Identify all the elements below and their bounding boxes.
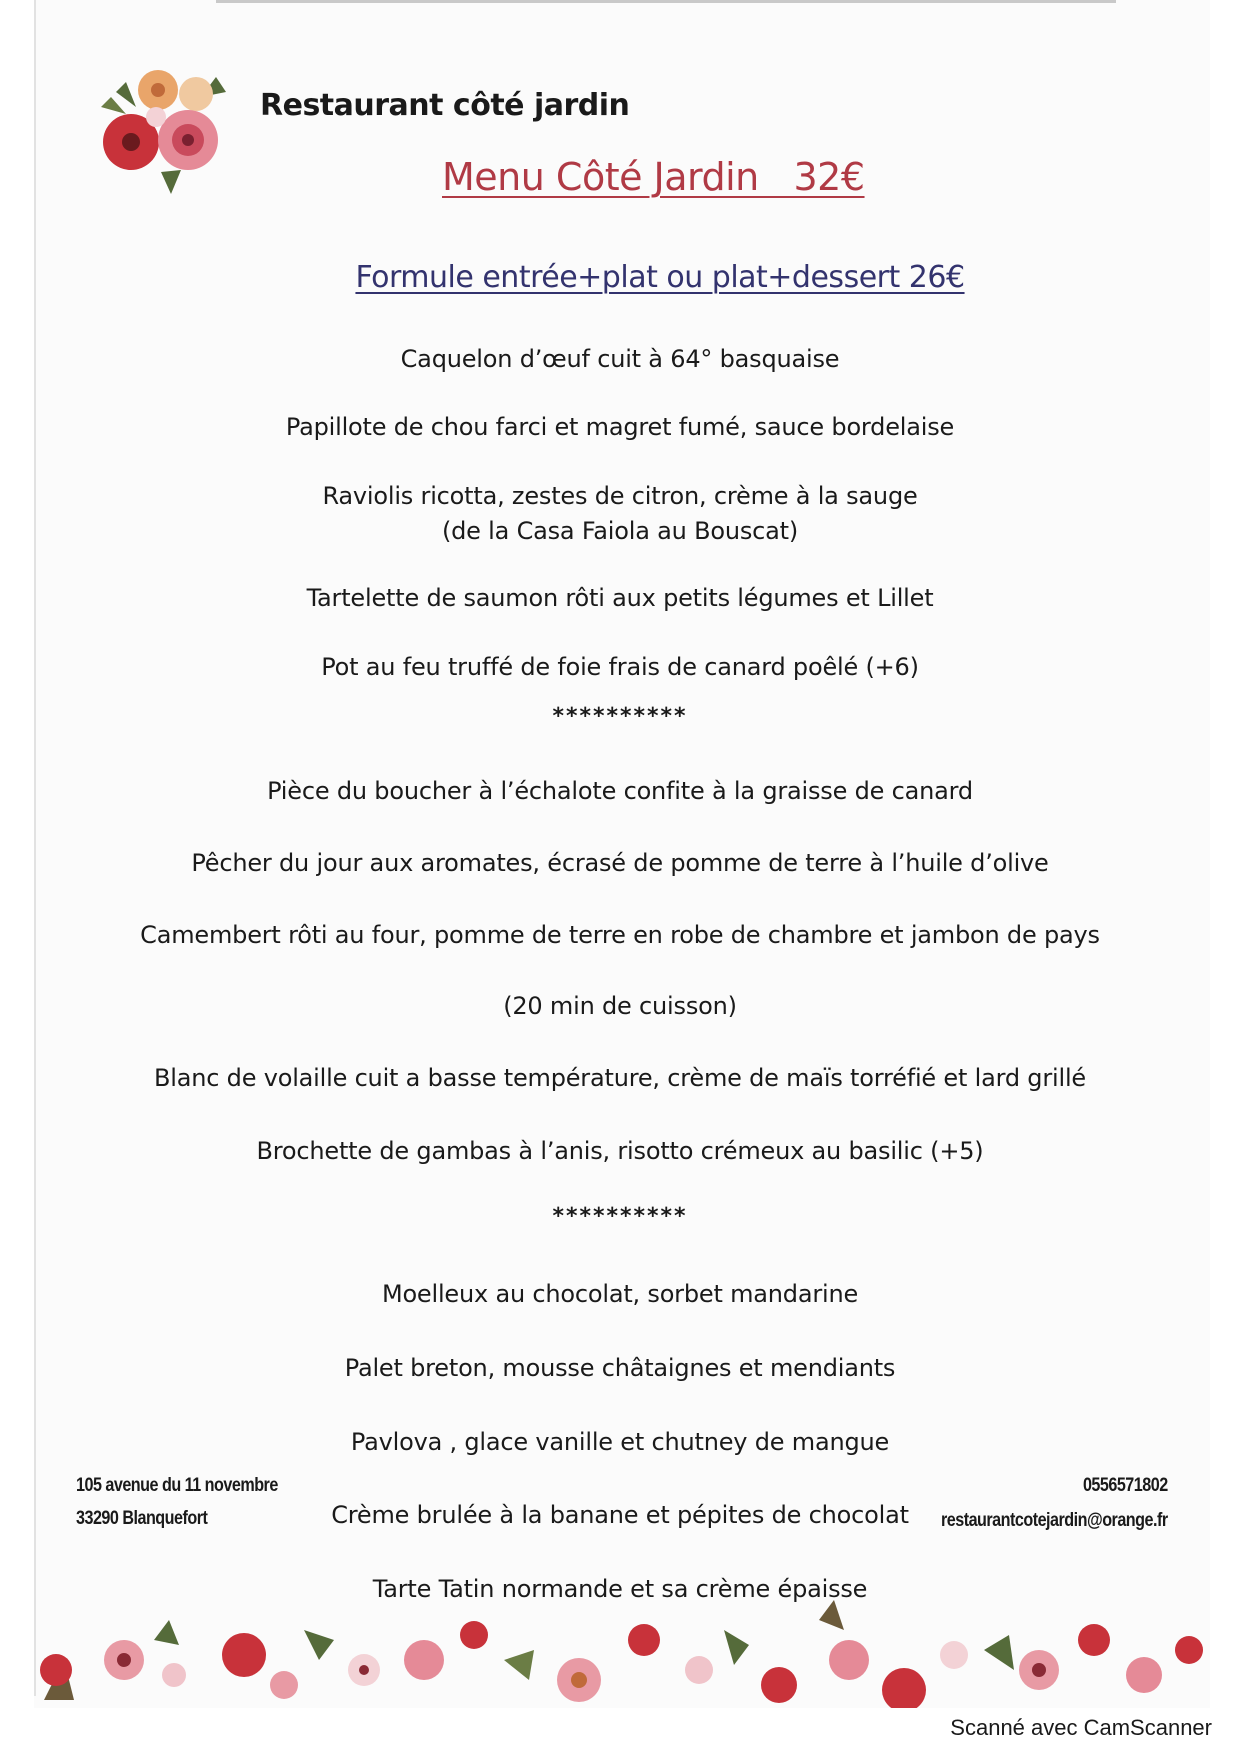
address-line-2: 33290 Blanquefort [76, 1508, 208, 1529]
dessert-item: Pavlova , glace vanille et chutney de mangue [350, 1428, 890, 1456]
address-line-1: 105 avenue du 11 novembre [76, 1475, 278, 1496]
sheet-top-edge [216, 0, 1116, 3]
dessert-item: Crème brulée à la banane et pépites de chocolat [331, 1501, 909, 1529]
dessert-item: Palet breton, mousse châtaignes et mendiants [344, 1354, 896, 1382]
entree-item: Tartelette de saumon rôti aux petits légumes et Lillet [306, 584, 934, 612]
phone-number: 0556571802 [1083, 1475, 1168, 1496]
email-address: restaurantcotejardin@orange.fr [941, 1510, 1168, 1531]
plat-item: Blanc de volaille cuit a basse température, crème de maïs torréfié et lard grillé [154, 1064, 1086, 1092]
dessert-item: Tarte Tatin normande et sa crème épaisse [372, 1575, 868, 1603]
section-separator: ********** [552, 704, 688, 729]
flower-bouquet-icon [96, 52, 246, 197]
dessert-item: Moelleux au chocolat, sorbet mandarine [381, 1280, 859, 1308]
plat-item: Camembert rôti au four, pomme de terre en robe de chambre et jambon de pays [140, 921, 1100, 949]
menu-title: Menu Côté Jardin 32€ [442, 155, 865, 199]
entree-item: Caquelon d’œuf cuit à 64° basquaise [400, 345, 840, 373]
plat-item: Pièce du boucher à l’échalote confite à la graisse de canard [267, 777, 973, 805]
entree-item-note: (de la Casa Faiola au Bouscat) [441, 517, 799, 545]
floral-border-icon [34, 1600, 1208, 1708]
entree-item: Papillote de chou farci et magret fumé, sauce bordelaise [285, 413, 955, 441]
plat-item-note: (20 min de cuisson) [503, 992, 737, 1020]
entree-item: Raviolis ricotta, zestes de citron, crème à la sauge [322, 482, 918, 510]
section-separator: ********** [552, 1204, 688, 1229]
restaurant-name: Restaurant côté jardin [260, 88, 630, 123]
plat-item: Pêcher du jour aux aromates, écrasé de pomme de terre à l’huile d’olive [191, 849, 1049, 877]
scan-credit: Scanné avec CamScanner [950, 1715, 1212, 1740]
plat-item: Brochette de gambas à l’anis, risotto crémeux au basilic (+5) [256, 1137, 984, 1165]
formule-heading: Formule entrée+plat ou plat+dessert 26€ [355, 260, 965, 295]
entree-item: Pot au feu truffé de foie frais de canard poêlé (+6) [321, 653, 919, 681]
